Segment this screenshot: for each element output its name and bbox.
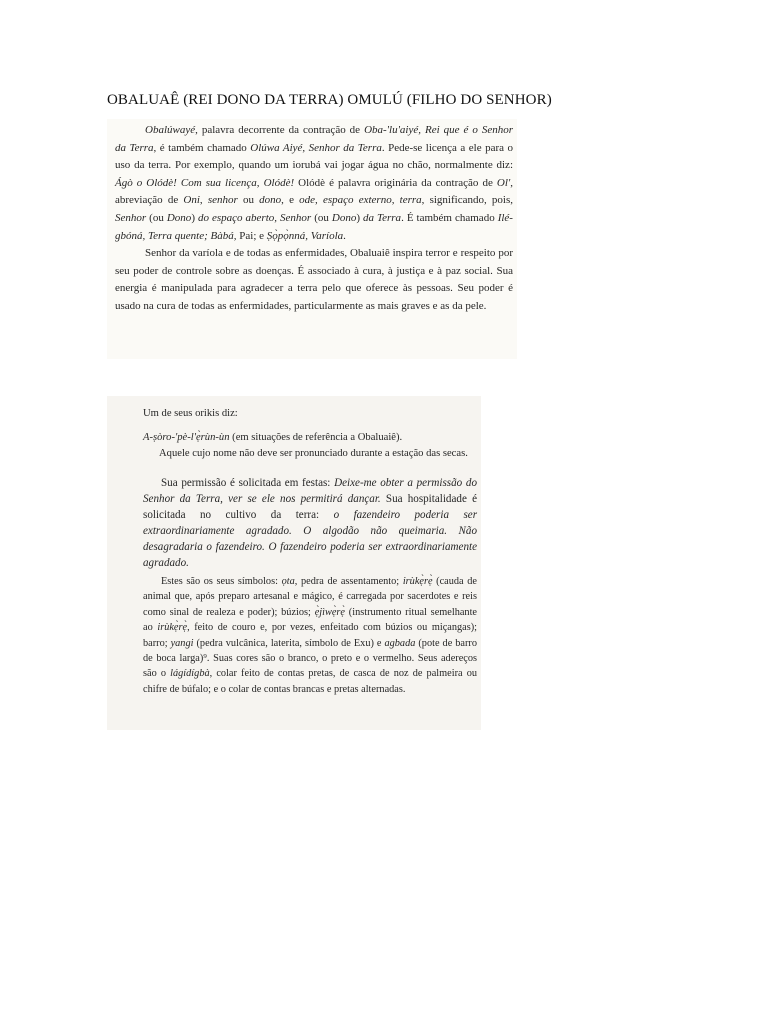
scanned-excerpt-2 <box>107 396 481 730</box>
text-segment: , <box>199 194 208 207</box>
text-segment: , colar feito de contas pretas, de casca de noz de palmeira ou chifre de búfalo; e o colar de contas brancas e pretas alternadas. <box>143 668 477 695</box>
text-segment: , abreviação de <box>115 176 513 207</box>
italic-segment: Oba-'lu'aiyé, Rei que é o Senhor da Terra <box>115 124 514 154</box>
text-segment: Sua permissão é solicitada em festas: <box>161 476 335 489</box>
italic-segment: Dono <box>331 211 357 224</box>
italic-segment: Olúwa Aiyé, Senhor da Terra <box>250 141 382 154</box>
text-segment: , e <box>281 194 300 207</box>
text-segment: . É também chamado <box>401 211 498 224</box>
text-segment: ) <box>191 211 198 224</box>
italic-segment: Ol' <box>496 176 511 189</box>
text-segment: , significando, pois, <box>421 194 513 207</box>
text-segment: (ou <box>311 211 332 224</box>
italic-segment: do espaço aberto, Senhor <box>197 211 312 224</box>
scanned-excerpt-1 <box>107 119 517 359</box>
italic-segment: Ilé-gbóná, Terra quente; Bàbá, <box>115 211 513 242</box>
italic-segment: o fazendeiro poderia ser extraordinariamente agradado. O algodão não queimaria. Não desagradaria o fazendeiro. O fazendeiro poderia ser extraordinariamente agradado. <box>143 508 478 569</box>
italic-segment: irùkẹ̀rẹ̀ <box>402 575 433 587</box>
italic-segment: agbada <box>384 637 416 649</box>
italic-segment: irùkẹ̀rẹ̀ <box>157 622 188 634</box>
text-segment: (pedra vulcânica, laterita, símbolo de Exu) e <box>193 637 385 649</box>
italic-segment: ẹ̀jìwẹ̀rẹ̀ <box>314 606 345 618</box>
italic-segment: ọta <box>281 575 295 587</box>
oriki-note: (em situações de referência a Obaluaiê). <box>229 432 403 444</box>
italic-segment: Obalúwayé <box>145 124 196 136</box>
oriki-line <box>143 430 477 445</box>
text-segment: ou <box>237 194 260 207</box>
oriki-gloss: Aquele cujo nome não deve ser pronunciado durante a estação das secas. <box>159 447 468 459</box>
text-segment: . Pede-se licença a ele para o uso da terra. Por exemplo, quando um iorubá vai jogar água no chão, normalmente diz: <box>115 141 513 172</box>
italic-segment: Senhor <box>115 211 147 224</box>
italic-segment: Dono <box>166 211 192 224</box>
text-segment: Estes são os seus símbolos: <box>161 575 282 587</box>
italic-segment: lágídígbà <box>170 668 210 680</box>
text-segment: (ou <box>146 211 167 224</box>
text-segment: ) <box>356 211 363 224</box>
text-segment: (pote de barro de boca larga)⁹. Suas cores são o branco, o preto e o vermelho. Seus adereços são o <box>143 637 477 680</box>
italic-segment: ode, espaço externo, terra <box>299 194 422 207</box>
text-segment: . <box>343 229 346 242</box>
italic-segment: dono <box>259 194 282 207</box>
italic-segment: da Terra <box>363 211 402 224</box>
italic-segment: senhor <box>207 194 238 207</box>
text-segment: , pedra de assentamento; <box>294 575 403 587</box>
oriki-intro: Um de seus orikis diz: <box>143 408 238 419</box>
text-segment: (instrumento ritual semelhante ao <box>143 606 477 634</box>
oriki-term: A-ṣòro-'pè-l'ẹ̀rùn-ùn <box>143 432 230 444</box>
paragraph-permission <box>143 475 477 571</box>
italic-segment: Oni <box>183 194 200 207</box>
text-segment: (cauda de animal que, após preparo artesanal e mágico, é carregada por sacerdotes e reis como sinal de realeza e poder); búzios; <box>143 575 477 618</box>
italic-segment: yangi <box>170 637 194 649</box>
text-segment: , palavra decorrente da contração de <box>195 124 365 136</box>
text-segment: Olódè é palavra originária da contração de <box>294 176 497 189</box>
paragraph-symbols <box>143 574 477 697</box>
italic-segment: Deixe-me obter a permissão do Senhor da Terra, ver se ele nos permitirá dançar. <box>143 476 477 505</box>
paragraph-obaluwaye-names <box>115 122 513 245</box>
italic-segment: Ágò o Olódè! Com sua licença, Olódè! <box>115 176 295 189</box>
text-segment: , feito de couro e, por vezes, enfeitado com búzios ou miçangas); barro; <box>143 622 478 649</box>
italic-segment: Ṣọ̀pọ̀nná, Varíola <box>266 229 344 242</box>
text-segment: Pai; e <box>236 229 267 242</box>
text-segment: Sua hospitalidade é solicitada no cultivo da terra: <box>143 492 477 521</box>
paragraph-lord-of-smallpox: Senhor da varíola e de todas as enfermidades, Obaluaiê inspira terror e respeito por seu poder de controle sobre as doenças. É associado à cura, à justiça e à paz social. Sua energia é manipulada para agradecer a terra pelo que oferece às pessoas. Seu poder é usado na cura de todas as enfermidades, particularmente as mais graves e as da pele. <box>115 247 513 312</box>
page-title: OBALUAÊ (REI DONO DA TERRA) OMULÚ (FILHO DO SENHOR) <box>107 92 552 108</box>
text-segment: , é também chamado <box>153 141 251 154</box>
